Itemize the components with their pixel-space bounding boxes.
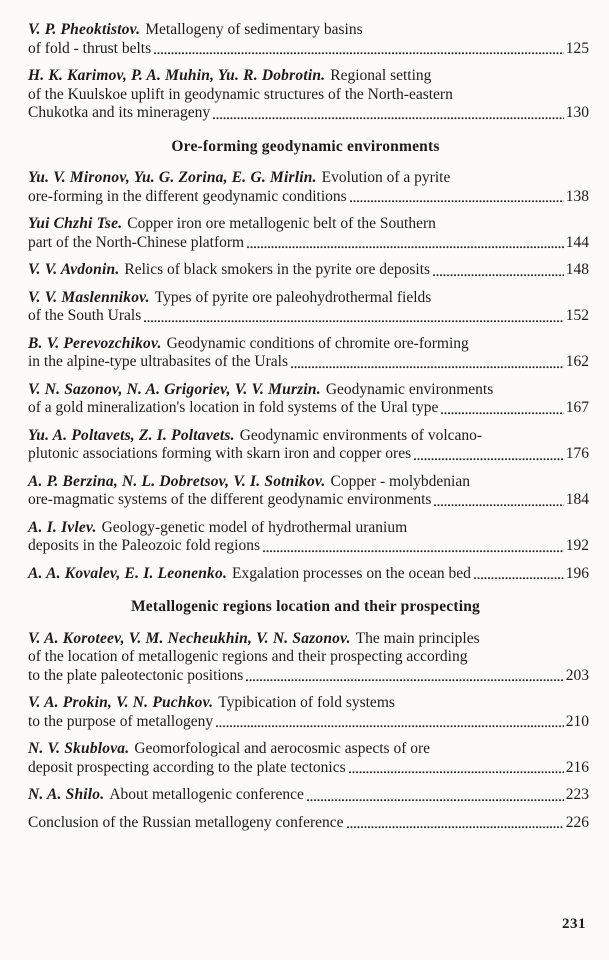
entry-authors: H. K. Karimov, P. A. Muhin, Yu. R. Dobrotin.: [28, 67, 326, 84]
entry-text: part of the North-Chinese platform: [28, 233, 245, 251]
entry-page-number: 192: [565, 537, 589, 554]
toc-entry: [28, 21, 589, 58]
entry-page-number: 203: [565, 666, 589, 684]
entry-page-number: 216: [565, 758, 589, 776]
entry-page-number: 196: [565, 564, 589, 582]
entry-authors: V. A. Koroteev, V. M. Necheukhin, V. N. Sazonov.: [28, 629, 351, 647]
entry-text: to the plate paleotectonic positions: [28, 666, 244, 684]
toc-line: [28, 759, 589, 778]
entry-authors: N. A. Shilo.: [28, 786, 105, 803]
toc-line: [28, 814, 589, 833]
entry-text: Relics of black smokers in the pyrite ore deposits: [124, 261, 431, 278]
toc-line: [28, 740, 589, 759]
toc-line: [28, 519, 589, 538]
entry-text: About metallogenic conference: [109, 786, 304, 803]
entry-authors: Yu. V. Mironov, Yu. G. Zorina, E. G. Mirlin.: [28, 169, 317, 186]
toc-entry: [28, 519, 589, 556]
toc-line: [28, 667, 589, 686]
entry-text: Geomorfological and aerocosmic aspects of ore: [134, 740, 431, 757]
toc-line: [28, 427, 589, 446]
dot-leader: [474, 565, 564, 584]
section-heading: Metallogenic regions location and their prospecting: [130, 598, 481, 615]
toc-line: [28, 307, 589, 326]
toc-line: [28, 399, 589, 418]
entry-page-number: 162: [565, 353, 589, 370]
toc-line: [28, 86, 589, 105]
toc-line: [28, 713, 589, 732]
toc-line: [28, 234, 589, 253]
entry-text: of a gold mineralization's location in fold systems of the Ural type: [28, 399, 439, 416]
entry-page-number: 148: [565, 261, 589, 278]
page-number-footer: 231: [562, 916, 586, 932]
toc-line: [28, 473, 589, 492]
toc-entry: [28, 565, 589, 584]
entry-page-number: 138: [565, 187, 589, 205]
dot-leader: [216, 713, 564, 732]
toc-line: [28, 21, 589, 40]
dot-leader: [213, 104, 564, 123]
toc-entry: [28, 786, 589, 805]
dot-leader: [414, 445, 564, 464]
entry-text: Evolution of a pyrite: [321, 169, 451, 186]
entry-authors: V. V. Avdonin.: [28, 261, 120, 278]
toc-entry: [28, 289, 589, 326]
entry-text: ore-magmatic systems of the different geodynamic environments: [28, 491, 432, 508]
entry-text: of fold - thrust belts: [28, 39, 152, 57]
entry-text: Conclusion of the Russian metallogeny conference: [28, 813, 344, 831]
entry-text: Metallogeny of sedimentary basins: [145, 21, 363, 38]
entry-text: deposit prospecting according to the plate tectonics: [28, 758, 346, 776]
dot-leader: [307, 786, 564, 805]
entry-text: to the purpose of metallogeny: [28, 712, 214, 730]
toc-line: [28, 630, 589, 649]
entry-page-number: 176: [565, 445, 589, 462]
entry-authors: V. V. Maslennikov.: [28, 288, 150, 306]
toc-line: [28, 261, 589, 280]
toc-line: [28, 335, 589, 354]
toc-entry: [28, 215, 589, 252]
entry-text: deposits in the Paleozoic fold regions: [28, 537, 261, 554]
entry-page-number: 152: [565, 307, 589, 324]
toc-entry: [28, 261, 589, 280]
toc-entry: [28, 169, 589, 206]
entry-text: Geodynamic conditions of chromite ore-forming: [166, 334, 469, 352]
toc-line: [28, 104, 589, 123]
toc-line: [28, 353, 589, 372]
dot-leader: [291, 353, 564, 372]
toc-entry: [28, 740, 589, 777]
entry-page-number: 144: [565, 233, 589, 251]
dot-leader: [263, 537, 564, 556]
section-heading: Ore-forming geodynamic environments: [171, 137, 440, 155]
toc-line: [28, 40, 589, 59]
entry-text: Geodynamic environments: [325, 380, 494, 398]
toc-entry: [28, 335, 589, 372]
entry-authors: V. N. Sazonov, N. A. Grigoriev, V. V. Murzin.: [28, 380, 321, 398]
entry-page-number: 130: [565, 104, 589, 121]
dot-leader: [154, 40, 564, 59]
entry-page-number: 210: [565, 712, 589, 730]
toc-entry: [28, 67, 589, 123]
toc-line: [28, 786, 589, 805]
toc-line: [28, 169, 589, 188]
entry-authors: V. P. Pheoktistov.: [28, 21, 141, 38]
toc-line: [28, 491, 589, 510]
toc-line: [28, 694, 589, 713]
toc-entry: [28, 473, 589, 510]
entry-authors: V. A. Prokin, V. N. Puchkov.: [28, 694, 214, 711]
entry-authors: B. V. Perevozchikov.: [28, 334, 162, 352]
entry-authors: A. A. Kovalev, E. I. Leonenko.: [28, 564, 228, 582]
entry-page-number: 226: [565, 813, 589, 831]
dot-leader: [434, 491, 563, 510]
entry-text: Regional setting: [330, 67, 432, 84]
entry-text: Copper iron ore metallogenic belt of the Southern: [127, 215, 436, 232]
entry-text: Typibication of fold systems: [218, 694, 395, 711]
entry-text: Copper - molybdenian: [330, 472, 470, 490]
toc-line: [28, 445, 589, 464]
entry-authors: A. I. Ivlev.: [28, 518, 97, 536]
dot-leader: [350, 188, 564, 207]
toc-entry: [28, 427, 589, 464]
entry-text: Chukotka and its minerageny: [28, 104, 211, 121]
entry-text: ore-forming in the different geodynamic conditions: [28, 187, 347, 205]
toc-line: [28, 67, 589, 86]
toc-entry: [28, 814, 589, 833]
toc-line: [28, 381, 589, 400]
dot-leader: [246, 667, 564, 686]
entry-authors: Yui Chzhi Tse.: [28, 215, 123, 232]
entry-text: of the location of metallogenic regions and their prospecting according: [28, 648, 468, 665]
dot-leader: [347, 814, 564, 833]
entry-text: Geodynamic environments of volcano-: [239, 426, 483, 444]
entry-text: of the South Urals: [28, 307, 142, 324]
toc-entry: [28, 381, 589, 418]
entry-text: The main principles: [355, 629, 480, 647]
entry-text: of the Kuulskoe uplift in geodynamic structures of the North-eastern: [28, 85, 453, 103]
toc-line: [28, 565, 589, 584]
dot-leader: [433, 261, 564, 280]
entry-page-number: 125: [565, 39, 589, 57]
toc-line: [28, 188, 589, 207]
entry-text: Exgalation processes on the ocean bed: [232, 564, 471, 582]
entry-authors: Yu. A. Poltavets, Z. I. Poltavets.: [28, 426, 235, 444]
dot-leader: [441, 399, 563, 418]
toc-line: [28, 215, 589, 234]
entry-page-number: 184: [565, 491, 589, 508]
dot-leader: [349, 759, 564, 778]
entry-text: plutonic associations forming with skarn iron and copper ores: [28, 445, 412, 462]
entry-text: Geology-genetic model of hydrothermal uranium: [101, 518, 408, 536]
toc-line: [28, 648, 589, 667]
dot-leader: [144, 307, 564, 326]
entry-text: in the alpine-type ultrabasites of the Urals: [28, 353, 288, 370]
entry-text: Types of pyrite ore paleohydrothermal fields: [154, 288, 432, 306]
entry-authors: A. P. Berzina, N. L. Dobretsov, V. I. Sotnikov.: [28, 472, 326, 490]
entry-page-number: 223: [565, 786, 589, 803]
toc-entry: [28, 630, 589, 686]
entry-authors: N. V. Skublova.: [28, 740, 130, 757]
toc-line: [28, 289, 589, 308]
entry-page-number: 167: [565, 399, 589, 416]
dot-leader: [247, 234, 564, 253]
toc-line: [28, 537, 589, 556]
toc-entry: [28, 694, 589, 731]
